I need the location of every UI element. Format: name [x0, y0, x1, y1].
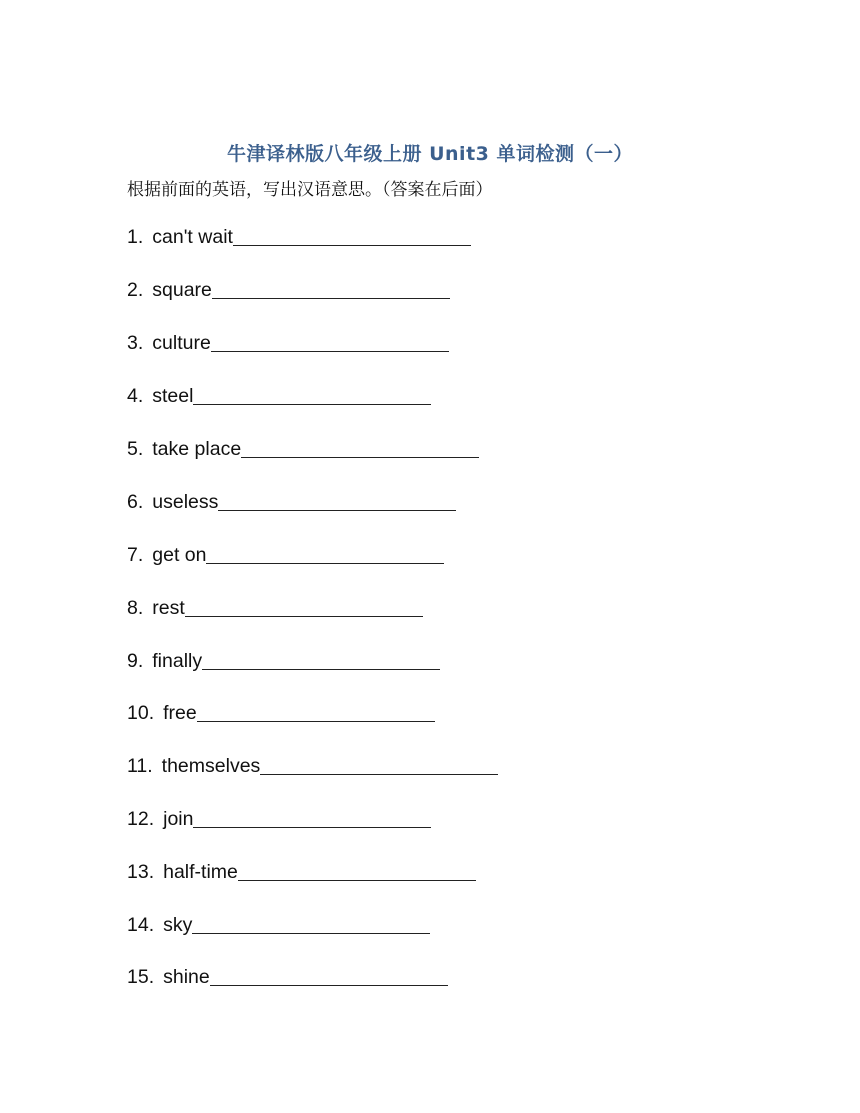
- list-item: [127, 272, 450, 302]
- item-word: rest: [152, 597, 185, 619]
- item-number: 3.: [127, 332, 144, 354]
- answer-blank[interactable]: [193, 403, 431, 405]
- answer-blank[interactable]: [197, 720, 435, 722]
- page-title: 牛津译林版八年级上册 Unit3 单词检测（一）: [226, 143, 633, 165]
- item-word: free: [163, 702, 197, 724]
- answer-blank[interactable]: [260, 773, 498, 775]
- item-word: sky: [163, 914, 193, 936]
- item-word: useless: [152, 491, 219, 513]
- item-number: 10.: [127, 702, 155, 724]
- item-word: half-time: [163, 861, 238, 883]
- list-item: [127, 801, 431, 831]
- list-item: [127, 537, 444, 567]
- item-word: get on: [152, 544, 207, 566]
- item-word: take place: [152, 438, 242, 460]
- instruction-text: 根据前面的英语，写出汉语意思。（答案在后面）: [127, 180, 493, 200]
- item-word: steel: [152, 385, 194, 407]
- list-item: [127, 431, 479, 461]
- answer-blank[interactable]: [233, 244, 471, 246]
- item-word: can't wait: [152, 226, 233, 248]
- answer-blank[interactable]: [185, 615, 423, 617]
- item-word: culture: [152, 332, 211, 354]
- item-word: themselves: [161, 755, 261, 777]
- item-word: square: [152, 279, 212, 301]
- answer-blank[interactable]: [210, 984, 448, 986]
- answer-blank[interactable]: [238, 879, 476, 881]
- item-number: 7.: [127, 544, 144, 566]
- item-number: 2.: [127, 279, 144, 301]
- item-number: 8.: [127, 597, 144, 619]
- list-item: [127, 325, 449, 355]
- item-number: 4.: [127, 385, 144, 407]
- item-number: 15.: [127, 966, 155, 988]
- list-item: [127, 907, 430, 937]
- item-number: 14.: [127, 914, 155, 936]
- item-word: shine: [163, 966, 210, 988]
- list-item: [127, 959, 448, 989]
- answer-blank[interactable]: [211, 350, 449, 352]
- list-item: [127, 378, 431, 408]
- item-number: 1.: [127, 226, 144, 248]
- answer-blank[interactable]: [212, 297, 450, 299]
- item-number: 12.: [127, 808, 155, 830]
- list-item: [127, 854, 476, 884]
- answer-blank[interactable]: [206, 562, 444, 564]
- answer-blank[interactable]: [192, 932, 430, 934]
- list-item: [127, 219, 471, 249]
- list-item: [127, 590, 423, 620]
- item-number: 9.: [127, 650, 144, 672]
- item-number: 13.: [127, 861, 155, 883]
- answer-blank[interactable]: [241, 456, 479, 458]
- list-item: [127, 748, 498, 778]
- item-word: finally: [152, 650, 203, 672]
- item-number: 6.: [127, 491, 144, 513]
- answer-blank[interactable]: [193, 826, 431, 828]
- item-word: join: [163, 808, 194, 830]
- item-number: 11.: [127, 755, 153, 777]
- list-item: [127, 484, 456, 514]
- answer-blank[interactable]: [202, 668, 440, 670]
- item-number: 5.: [127, 438, 144, 460]
- list-item: [127, 695, 435, 725]
- list-item: [127, 643, 440, 673]
- answer-blank[interactable]: [218, 509, 456, 511]
